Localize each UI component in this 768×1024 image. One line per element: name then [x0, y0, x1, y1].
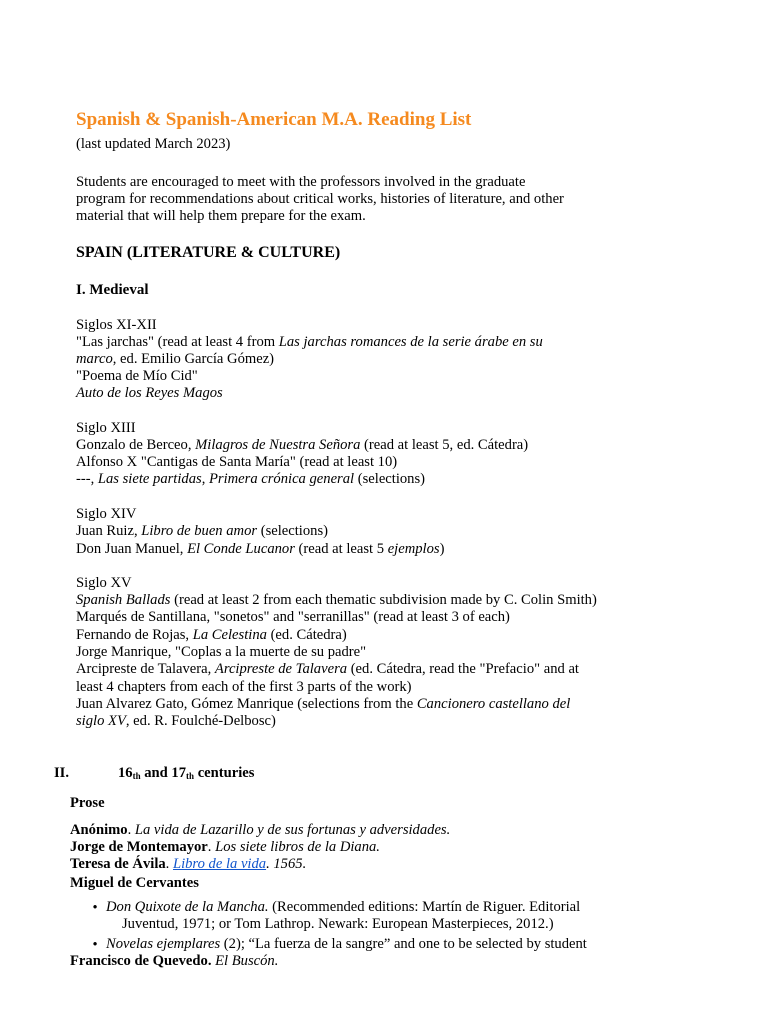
quixote-entry: Don Quixote de la Mancha. (Recommended editions: Martín de Riguer. Editorial — [106, 899, 581, 915]
section-ii-number: II. — [54, 765, 70, 781]
ballads-entry: Spanish Ballads (read at least 2 from each thematic subdivision made by C. Colin Smith) — [76, 592, 597, 608]
siglo-xiii-label: Siglo XIII — [76, 420, 136, 436]
manrique-entry: Jorge Manrique, "Coplas a la muerte de su padre" — [76, 644, 367, 660]
siglo-xv-label: Siglo XV — [76, 575, 132, 591]
spain-heading: SPAIN (LITERATURE & CULTURE) — [76, 244, 341, 261]
montemayor-entry: Jorge de Montemayor. Los siete libros de la Diana. — [70, 839, 380, 855]
medieval-heading: I. Medieval — [76, 282, 149, 298]
gato-entry-cont: siglo XV, ed. R. Foulché-Delbosc) — [76, 713, 276, 729]
intro-line-1: Students are encouraged to meet with the professors involved in the graduate — [76, 174, 526, 190]
teresa-entry: Teresa de Ávila. Libro de la vida. 1565. — [70, 856, 307, 872]
alfonso-entry: Alfonso X "Cantigas de Santa María" (read at least 10) — [76, 454, 398, 470]
jarchas-entry-cont: marco, ed. Emilio García Gómez) — [76, 351, 275, 367]
bullet-icon: • — [92, 900, 98, 916]
quevedo-entry: Francisco de Quevedo. El Buscón. — [70, 953, 279, 969]
gato-entry: Juan Alvarez Gato, Gómez Manrique (selections from the Cancionero castellano del — [76, 696, 571, 712]
rojas-entry: Fernando de Rojas, La Celestina (ed. Cátedra) — [76, 627, 347, 643]
siglos-xi-xii-label: Siglos XI-XII — [76, 317, 157, 333]
cid-entry: "Poema de Mío Cid" — [76, 368, 198, 384]
manuel-entry: Don Juan Manuel, El Conde Lucanor (read at least 5 ejemplos) — [76, 541, 445, 557]
jarchas-entry: "Las jarchas" (read at least 4 from Las jarchas romances de la serie árabe en su — [76, 334, 543, 350]
partidas-entry: ---, Las siete partidas, Primera crónica general (selections) — [76, 471, 426, 487]
ruiz-entry: Juan Ruiz, Libro de buen amor (selections) — [76, 523, 328, 539]
last-updated: (last updated March 2023) — [76, 136, 231, 152]
prose-heading: Prose — [70, 795, 105, 811]
reyes-magos-entry: Auto de los Reyes Magos — [76, 385, 223, 401]
santillana-entry: Marqués de Santillana, "sonetos" and "serranillas" (read at least 3 of each) — [76, 609, 510, 625]
intro-line-2: program for recommendations about critical works, histories of literature, and other — [76, 191, 564, 207]
siglo-xiv-label: Siglo XIV — [76, 506, 137, 522]
intro-line-3: material that will help them prepare for the exam. — [76, 208, 366, 224]
cervantes-heading: Miguel de Cervantes — [70, 875, 199, 891]
berceo-entry: Gonzalo de Berceo, Milagros de Nuestra Señora (read at least 5, ed. Cátedra) — [76, 437, 529, 453]
talavera-entry-cont: least 4 chapters from each of the first 3 parts of the work) — [76, 679, 412, 695]
section-ii-heading: $16_{th}$ and $17_{th}$ centuries — [118, 765, 255, 781]
libro-de-la-vida-link[interactable]: Libro de la vida — [172, 856, 267, 872]
talavera-entry: Arcipreste de Talavera, Arcipreste de Talavera (ed. Cátedra, read the "Prefacio" and at — [76, 661, 579, 677]
novelas-entry: Novelas ejemplares (2); “La fuerza de la sangre” and one to be selected by student — [106, 936, 587, 952]
bullet-icon: • — [92, 937, 98, 953]
quixote-entry-cont: Juventud, 1971; or Tom Lathrop. Newark: European Masterpieces, 2012.) — [122, 916, 554, 932]
page-title: Spanish & Spanish-American M.A. Reading List — [76, 109, 472, 130]
lazarillo-entry: Anónimo. La vida de Lazarillo y de sus fortunas y adversidades. — [70, 822, 451, 838]
